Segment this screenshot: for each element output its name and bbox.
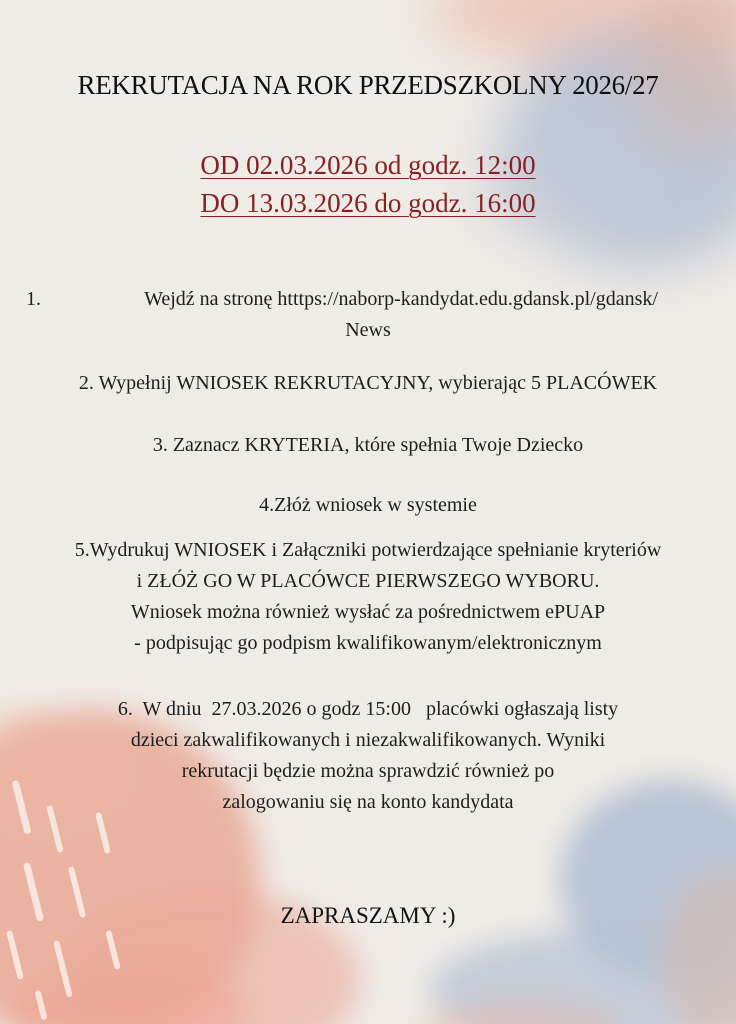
step-5-line-3: Wniosek można również wysłać za pośrednictwem ePUAP <box>130 601 606 623</box>
step-5-line-1: 5.Wydrukuj WNIOSEK i Załączniki potwierdzające spełnianie kryteriów <box>74 539 662 561</box>
step-1-number: 1. <box>26 288 41 310</box>
date-to: DO 13.03.2026 do godz. 16:00 <box>200 188 536 218</box>
recruitment-dates <box>0 146 736 222</box>
step-3: 3. Zaznacz KRYTERIA, które spełnia Twoje Dziecko <box>152 434 584 456</box>
step-6-line-2: dzieci zakwalifikowanych i niezakwalifikowanych. Wyniki <box>130 729 606 751</box>
step-1 <box>0 284 736 346</box>
date-from: OD 02.03.2026 od godz. 12:00 <box>200 150 536 180</box>
step-5-line-4: - podpisując go podpism kwalifikowanym/elektronicznym <box>134 632 602 654</box>
page-title: REKRUTACJA NA ROK PRZEDSZKOLNY 2026/27 <box>77 70 659 100</box>
step-1-text: Wejdź na stronę htttps://naborp-kandydat.edu.gdansk.pl/gdansk/ <box>144 288 658 310</box>
step-6-line-4: zalogowaniu się na konto kandydata <box>222 791 514 813</box>
step-1-line <box>0 284 736 315</box>
step-6-line-3: rekrutacji będzie można sprawdzić również po <box>181 760 555 782</box>
step-5-line-2: i ZŁÓŻ GO W PLACÓWCE PIERWSZEGO WYBORU. <box>136 570 600 592</box>
closing-message: ZAPRASZAMY :) <box>280 903 456 928</box>
step-2: 2. Wypełnij WNIOSEK REKRUTACYJNY, wybierając 5 PLACÓWEK <box>78 372 658 394</box>
step-6 <box>0 694 736 818</box>
step-6-line-1: 6. W dniu 27.03.2026 o godz 15:00 placówki ogłaszają listy <box>117 698 619 720</box>
step-4: 4.Złóż wniosek w systemie <box>259 494 477 516</box>
step-1-text-continued: News <box>345 319 391 341</box>
step-5 <box>0 535 736 659</box>
